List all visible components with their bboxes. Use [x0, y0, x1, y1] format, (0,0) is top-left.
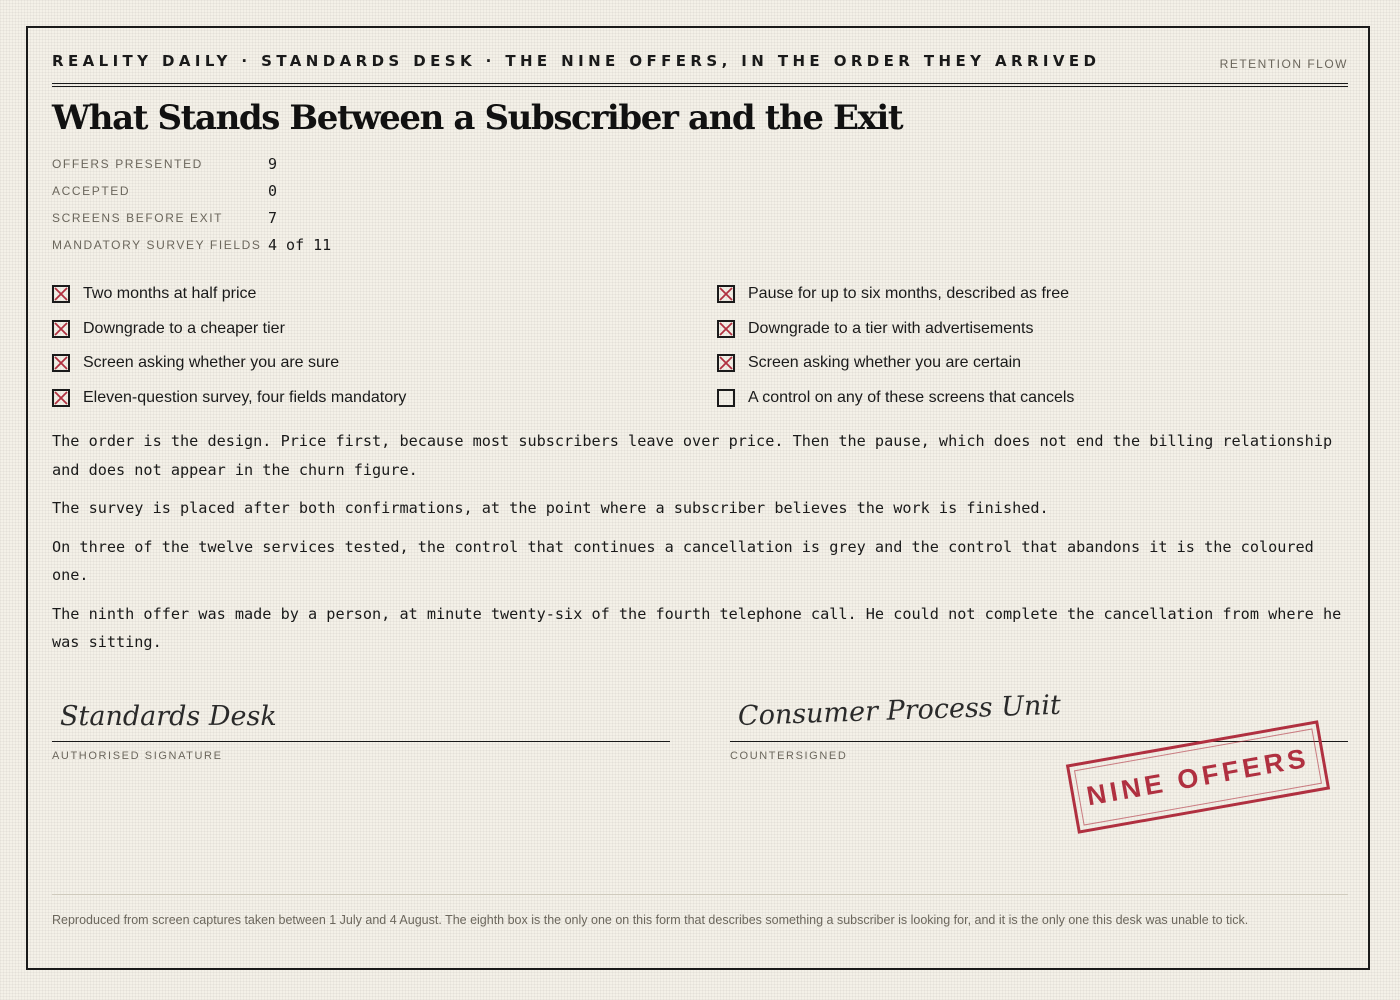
stat-label: ACCEPTED — [52, 183, 131, 198]
paragraph: On three of the twelve services tested, the control that continues a cancellation is grey and the control that abandons it is the coloured one. — [52, 537, 1314, 584]
offer-checklist — [52, 277, 1348, 415]
cross-mark-icon — [54, 391, 68, 405]
signature-right: Consumer Process Unit — [737, 689, 1062, 732]
stat-value: 9 — [268, 154, 278, 173]
header-rule — [52, 83, 1348, 84]
checkbox[interactable] — [52, 285, 70, 303]
checkbox[interactable] — [717, 285, 735, 303]
offer-label: Screen asking whether you are certain — [748, 354, 1022, 372]
section-tag: RETENTION FLOW — [1219, 57, 1348, 71]
offer-label: Downgrade to a tier with advertisements — [748, 319, 1034, 337]
offer-item — [52, 346, 717, 381]
stat-label: SCREENS BEFORE EXIT — [52, 210, 224, 225]
page-title: What Stands Between a Subscriber and the Exit — [52, 98, 903, 138]
header-rule-double — [52, 86, 1348, 87]
offer-label: Eleven-question survey, four fields mandatory — [83, 388, 407, 406]
cross-mark-icon — [719, 322, 733, 336]
offer-item — [717, 277, 1348, 312]
checkbox[interactable] — [717, 354, 735, 372]
offer-item — [52, 277, 717, 312]
paragraph: The ninth offer was made by a person, at minute twenty-six of the fourth telephone call. He could not complete the cancellation from where he was sitting. — [52, 604, 1342, 651]
offer-item — [52, 312, 717, 347]
stat-row — [52, 150, 331, 177]
stat-label: MANDATORY SURVEY FIELDS — [52, 237, 262, 252]
cross-mark-icon — [54, 322, 68, 336]
checkbox[interactable] — [52, 354, 70, 372]
checkbox[interactable] — [52, 389, 70, 407]
cross-mark-icon — [54, 356, 68, 370]
offer-label: A control on any of these screens that cancels — [748, 388, 1075, 406]
cross-mark-icon — [54, 287, 68, 301]
offer-label: Two months at half price — [83, 285, 257, 303]
stat-label: OFFERS PRESENTED — [52, 156, 203, 171]
footnote: Reproduced from screen captures taken between 1 July and 4 August. The eighth box is the only one on this form that describes something a subscriber is looking for, and it is the only one this desk was unable to tick. — [52, 913, 1249, 927]
paragraph: The survey is placed after both confirmations, at the point where a subscriber believes the work is finished. — [52, 499, 1049, 517]
signature-line — [52, 741, 670, 742]
stats-list — [52, 150, 331, 258]
stat-row — [52, 177, 331, 204]
cross-mark-icon — [719, 287, 733, 301]
signature-caption: COUNTERSIGNED — [730, 750, 848, 762]
checkbox[interactable] — [717, 389, 735, 407]
stat-value: 7 — [268, 208, 278, 227]
footer-rule — [52, 894, 1348, 895]
cross-mark-icon — [719, 356, 733, 370]
offer-label: Pause for up to six months, described as free — [748, 285, 1070, 303]
stat-value: 0 — [268, 181, 278, 200]
stat-row — [52, 204, 331, 231]
offer-item — [717, 381, 1348, 416]
offer-label: Screen asking whether you are sure — [83, 354, 340, 372]
signature-caption: AUTHORISED SIGNATURE — [52, 750, 223, 762]
offer-item — [717, 312, 1348, 347]
offer-label: Downgrade to a cheaper tier — [83, 319, 285, 337]
offer-item — [717, 346, 1348, 381]
offer-item — [52, 381, 717, 416]
stat-row — [52, 231, 331, 258]
kicker: REALITY DAILY · STANDARDS DESK · THE NINE OFFERS, IN THE ORDER THEY ARRIVED — [52, 52, 1101, 70]
body-text — [52, 427, 1348, 667]
paragraph: The order is the design. Price first, because most subscribers leave over price. Then the pause, which does not end the billing relationship and does not appear in the churn figure. — [52, 432, 1333, 479]
signature-left: Standards Desk — [60, 701, 277, 732]
stat-value: 4 of 11 — [268, 235, 332, 254]
checkbox[interactable] — [52, 320, 70, 338]
stamp-text: NINE OFFERS — [1084, 742, 1312, 811]
checkbox[interactable] — [717, 320, 735, 338]
